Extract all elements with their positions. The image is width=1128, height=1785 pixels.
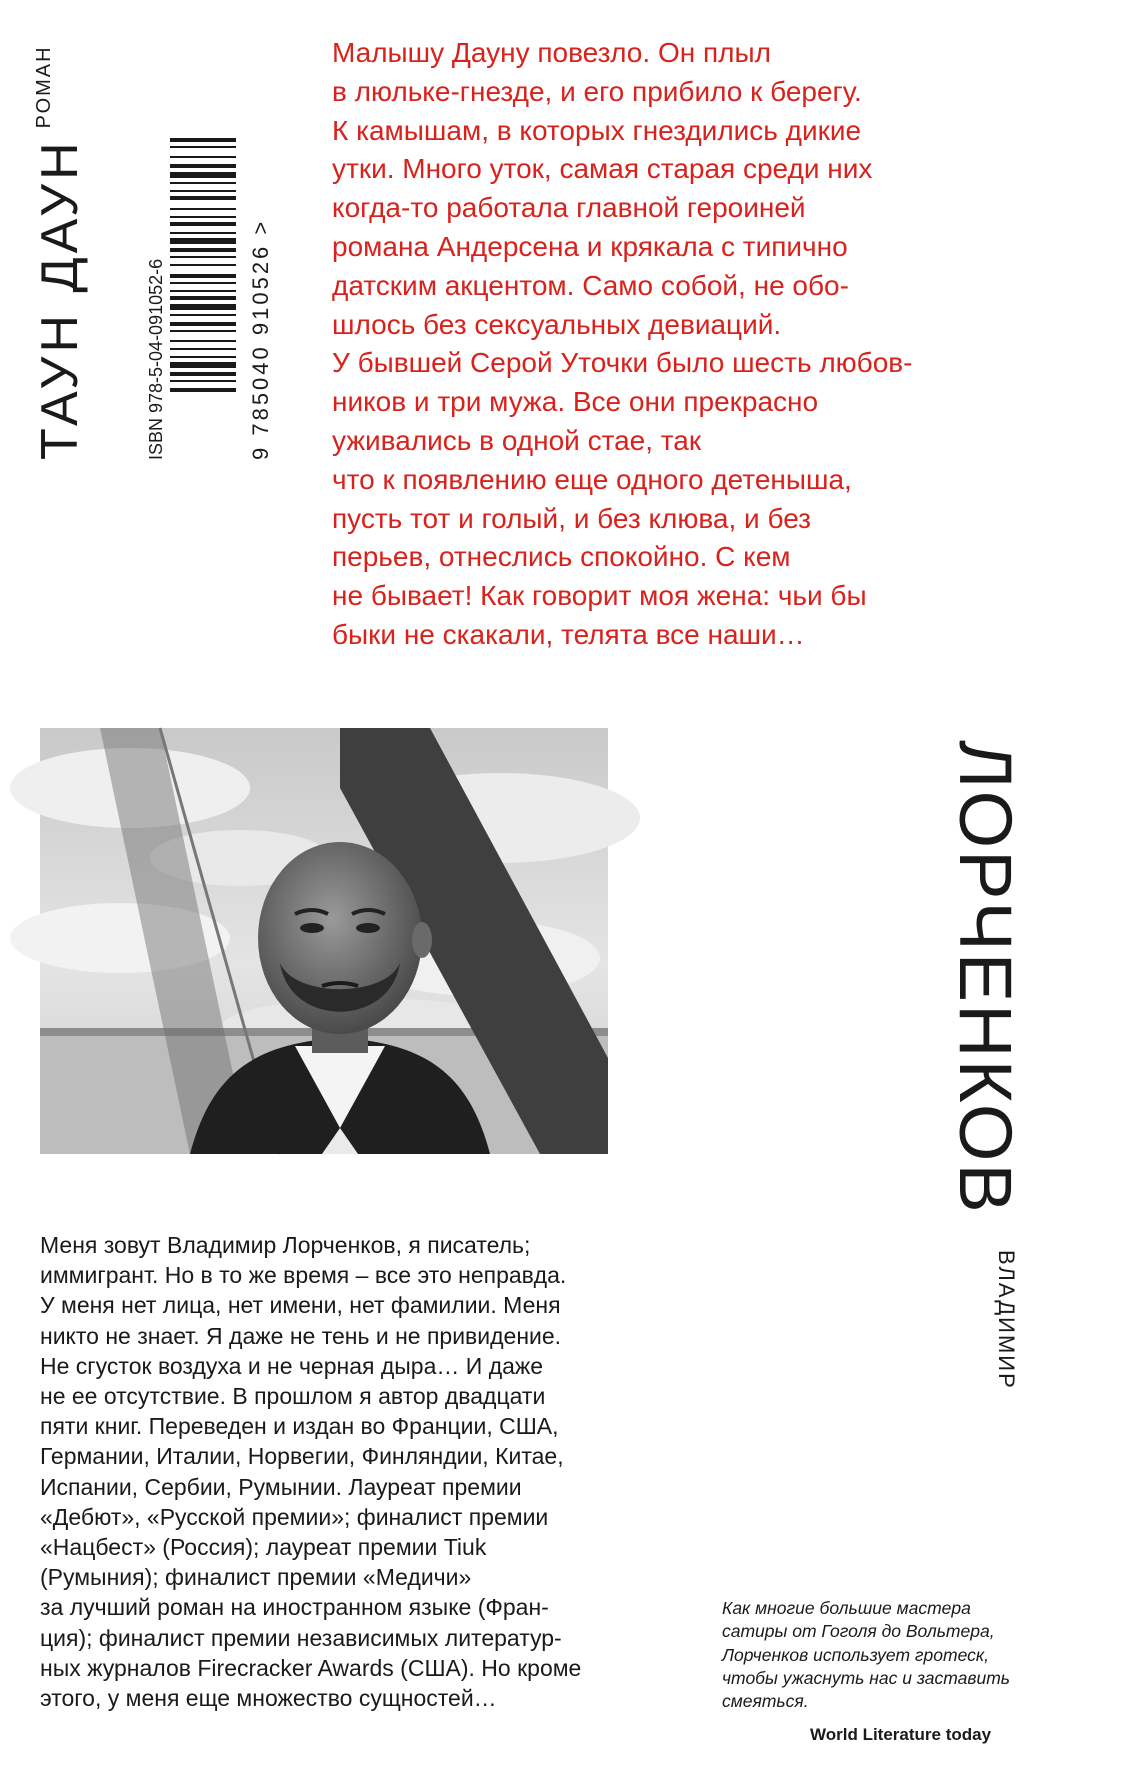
author-bio xyxy=(40,1230,640,1713)
barcode-bar xyxy=(170,356,236,358)
barcode-bar xyxy=(170,274,236,278)
review-quote xyxy=(722,1597,1032,1713)
blurb-line: романа Андерсена и крякала с типично xyxy=(332,230,848,262)
blurb-line: шлось без сексуальных девиаций. xyxy=(332,308,782,340)
book-title: ТАУН ДАУН xyxy=(31,138,89,460)
barcode-bar xyxy=(170,340,236,342)
barcode-bar xyxy=(170,256,236,258)
barcode-bar xyxy=(170,232,236,234)
bio-line: «Нацбест» (Россия); лауреат премии Tiuk xyxy=(40,1534,487,1561)
barcode-bar xyxy=(170,190,236,192)
author-photo xyxy=(40,728,608,1154)
barcode-digits: 9 785040 910526 > xyxy=(248,218,273,460)
barcode-bar xyxy=(170,314,236,316)
bio-line: иммигрант. Но в то же время – все это неправда. xyxy=(40,1262,567,1289)
bio-line: У меня нет лица, нет имени, нет фамилии. Меня xyxy=(40,1292,561,1319)
bio-line: никто не знает. Я даже не тень и не привидение. xyxy=(40,1322,562,1349)
barcode-bar xyxy=(170,182,236,184)
blurb-line: когда-то работала главной героиней xyxy=(332,192,806,224)
book-genre: РОМАН xyxy=(33,45,55,129)
bio-line: (Румыния); финалист премии «Медичи» xyxy=(40,1564,472,1591)
quote-source: World Literature today xyxy=(810,1725,992,1744)
blurb-line: уживались в одной стае, так xyxy=(332,424,702,456)
bio-line: Меня зовут Владимир Лорченков, я писатель; xyxy=(40,1232,531,1258)
bio-line: Испании, Сербии, Румынии. Лауреат премии xyxy=(40,1473,522,1500)
barcode-bar xyxy=(170,372,236,376)
quote-line: чтобы ужаснуть нас и заставить xyxy=(722,1667,1010,1688)
barcode-bar xyxy=(170,348,236,350)
quote-line: смеяться. xyxy=(722,1691,809,1712)
barcode-bar xyxy=(170,264,236,266)
blurb-line: датским акцентом. Само собой, не обо- xyxy=(332,269,849,301)
barcode-bar xyxy=(170,380,236,382)
bio-line: ных журналов Firecracker Awards (США). Но кроме xyxy=(40,1654,582,1681)
barcode-bar xyxy=(170,222,236,226)
barcode-bar xyxy=(170,248,236,252)
barcode-bar xyxy=(170,138,236,142)
bio-line: пяти книг. Переведен и издан во Франции, США, xyxy=(40,1413,559,1440)
barcode-bar xyxy=(170,322,236,326)
author-firstname: ВЛАДИМИР xyxy=(994,1250,1019,1390)
barcode-bar xyxy=(170,362,236,368)
blurb-line: У бывшей Серой Уточки было шесть любов- xyxy=(332,347,913,379)
barcode-bar xyxy=(170,146,236,148)
bio-line: за лучший роман на иностранном языке (Фран- xyxy=(40,1594,549,1621)
quote-line: Лорченков использует гротеск, xyxy=(722,1644,989,1665)
barcode-bar xyxy=(170,164,236,168)
bio-line: «Дебют», «Русской премии»; финалист премии xyxy=(40,1503,549,1530)
barcode-bar xyxy=(170,208,236,210)
barcode-icon xyxy=(140,120,273,460)
quote-line: сатиры от Гоголя до Вольтера, xyxy=(722,1621,995,1642)
bio-line: ция); финалист премии независимых литератур- xyxy=(40,1624,562,1651)
bio-line: Германии, Италии, Норвегии, Финляндии, Китае, xyxy=(40,1443,564,1470)
blurb-line: не бывает! Как говорит моя жена: чьи бы xyxy=(332,580,867,612)
book-title-vertical xyxy=(30,30,90,460)
barcode-bar xyxy=(170,388,236,392)
barcode-bar xyxy=(170,172,236,178)
blurb-line: пусть тот и голый, и без клюва, и без xyxy=(332,502,811,534)
blurb-line: Малышу Дауну повезло. Он плыл xyxy=(332,37,771,68)
barcode-bar xyxy=(170,216,236,218)
blurb-line: что к появлению еще одного детеныша, xyxy=(332,463,852,495)
author-firstname-vertical xyxy=(990,1250,1022,1410)
book-blurb xyxy=(332,34,1032,655)
author-surname-vertical xyxy=(940,740,1030,1250)
barcode-bar xyxy=(170,282,236,284)
blurb-line: перьев, отнеслись спокойно. С кем xyxy=(332,541,791,573)
bio-line: Не сгусток воздуха и не черная дыра… И даже xyxy=(40,1352,544,1379)
bio-line: не ее отсутствие. В прошлом я автор двадцати xyxy=(40,1383,546,1410)
blurb-line: К камышам, в которых гнездились дикие xyxy=(332,114,862,146)
author-surname: ЛОРЧЕНКОВ xyxy=(944,740,1027,1215)
blurb-line: быки не скакали, телята все наши… xyxy=(332,618,805,650)
isbn-barcode xyxy=(140,120,273,460)
bio-line: этого, у меня еще множество сущностей… xyxy=(40,1685,497,1712)
author-portrait-image xyxy=(40,728,608,1154)
blurb-line: ников и три мужа. Все они прекрасно xyxy=(332,386,819,418)
blurb-line: в люльке-гнезде, и его прибило к берегу. xyxy=(332,75,862,107)
barcode-bar xyxy=(170,156,236,158)
barcode-bar xyxy=(170,238,236,244)
barcode-bar xyxy=(170,196,236,200)
barcode-bar xyxy=(170,304,236,310)
quote-line: Как многие большие мастера xyxy=(722,1598,971,1618)
barcode-bar xyxy=(170,296,236,300)
barcode-bar xyxy=(170,330,236,332)
blurb-line: утки. Много уток, самая старая среди них xyxy=(332,153,873,185)
isbn-text: ISBN 978-5-04-091052-6 xyxy=(146,258,166,460)
barcode-bar xyxy=(170,290,236,292)
